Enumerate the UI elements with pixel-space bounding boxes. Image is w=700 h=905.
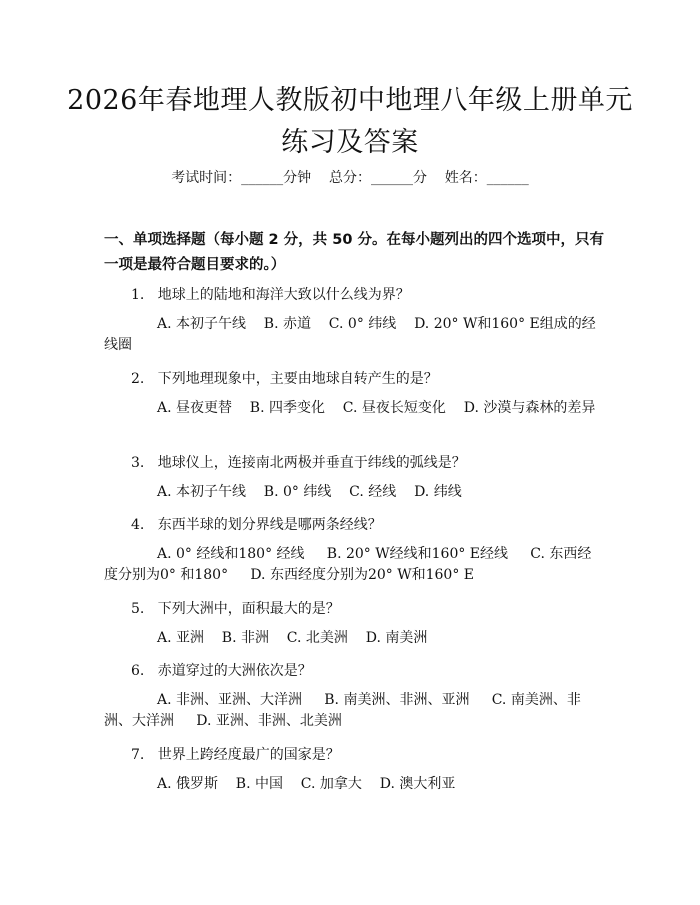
question-stem: 5. 下列大洲中，面积最大的是？ bbox=[131, 601, 340, 617]
section-heading: 一、单项选择题（每小题 2 分，共 50 分。在每小题列出的四个选项中，只有一项是最符合题目要求的。） bbox=[104, 232, 604, 273]
question-options: A. 本初子午线 B. 0° 纬线 C. 经线 D. 纬线 bbox=[157, 484, 462, 500]
question-stem: 1. 地球上的陆地和海洋大致以什么线为界？ bbox=[131, 287, 410, 303]
question-options: A. 俄罗斯 B. 中国 C. 加拿大 D. 澳大利亚 bbox=[157, 776, 456, 792]
exam-info-line: 考试时间：______分钟 总分：______分 姓名：______ bbox=[171, 170, 529, 186]
question-options: A. 非洲、亚洲、大洋洲 B. 南美洲、非洲、亚洲 C. 南美洲、非洲、大洋洲 D. 亚洲、非洲、北美洲 bbox=[104, 692, 581, 729]
question-stem: 2. 下列地理现象中，主要由地球自转产生的是？ bbox=[131, 371, 438, 387]
question-stem: 7. 世界上跨经度最广的国家是？ bbox=[131, 747, 340, 763]
question-options: A. 昼夜更替 B. 四季变化 C. 昼夜长短变化 D. 沙漠与森林的差异 bbox=[157, 400, 596, 416]
question-stem: 4. 东西半球的划分界线是哪两条经线？ bbox=[131, 517, 382, 533]
question-options: A. 亚洲 B. 非洲 C. 北美洲 D. 南美洲 bbox=[157, 630, 428, 646]
question-stem: 3. 地球仪上，连接南北两极并垂直于纬线的弧线是？ bbox=[131, 455, 466, 471]
question-options: A. 本初子午线 B. 赤道 C. 0° 纬线 D. 20° W和160° E组成的经线圈 bbox=[104, 316, 596, 353]
document-title: 2026年春地理人教版初中地理八年级上册单元练习及答案 bbox=[67, 85, 633, 158]
question-options: A. 0° 经线和180° 经线 B. 20° W经线和160° E经线 C. 东西经度分别为0° 和180° D. 东西经度分别为20° W和160° E bbox=[104, 546, 592, 583]
question-stem: 6. 赤道穿过的大洲依次是？ bbox=[131, 663, 312, 679]
